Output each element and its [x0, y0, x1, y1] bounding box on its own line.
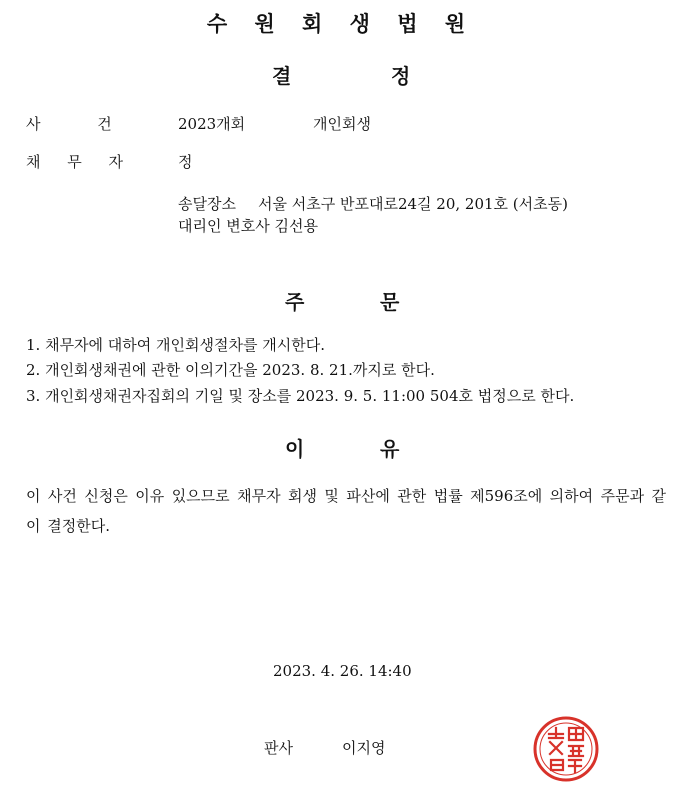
service-address-value: 서울 서초구 반포대로24길 20, 201호 (서초동)	[258, 195, 568, 213]
reason-heading-left: 이	[285, 437, 305, 461]
reason-paragraph: 이 사건 신청은 이유 있으므로 채무자 회생 및 파산에 관한 법률 제596조에 의하여 주문과 같이 결정한다.	[26, 487, 666, 535]
judge-title: 판사	[264, 739, 293, 757]
reason-heading-right: 유	[380, 437, 400, 461]
service-address-label: 송달장소	[178, 195, 236, 213]
order-item-2: 2. 개인회생채권에 관한 이의기간을 2023. 8. 21.까지로 한다.	[26, 361, 435, 379]
order-item-3: 3. 개인회생채권자집회의 기일 및 장소를 2023. 9. 5. 11:00 504호 법정으로 한다.	[26, 387, 575, 405]
order-heading-right: 문	[380, 290, 400, 314]
judge-seal	[531, 714, 601, 784]
court-name: 수 원 회 생 법 원	[206, 12, 467, 36]
case-type: 개인회생	[313, 115, 371, 133]
agent-line: 대리인 변호사 김선용	[178, 217, 318, 235]
debtor-label: 채 무 자	[26, 153, 124, 171]
case-label: 사 건	[26, 115, 112, 133]
decision-heading-left: 결	[272, 64, 292, 88]
decision-datetime: 2023. 4. 26. 14:40	[273, 662, 412, 680]
order-item-1: 1. 채무자에 대하여 개인회생절차를 개시한다.	[26, 336, 325, 354]
debtor-name: 정	[178, 153, 193, 171]
decision-heading-right: 정	[391, 64, 411, 88]
case-number: 2023개회	[178, 115, 246, 133]
order-heading-left: 주	[285, 290, 305, 314]
judge-name: 이지영	[342, 739, 386, 757]
